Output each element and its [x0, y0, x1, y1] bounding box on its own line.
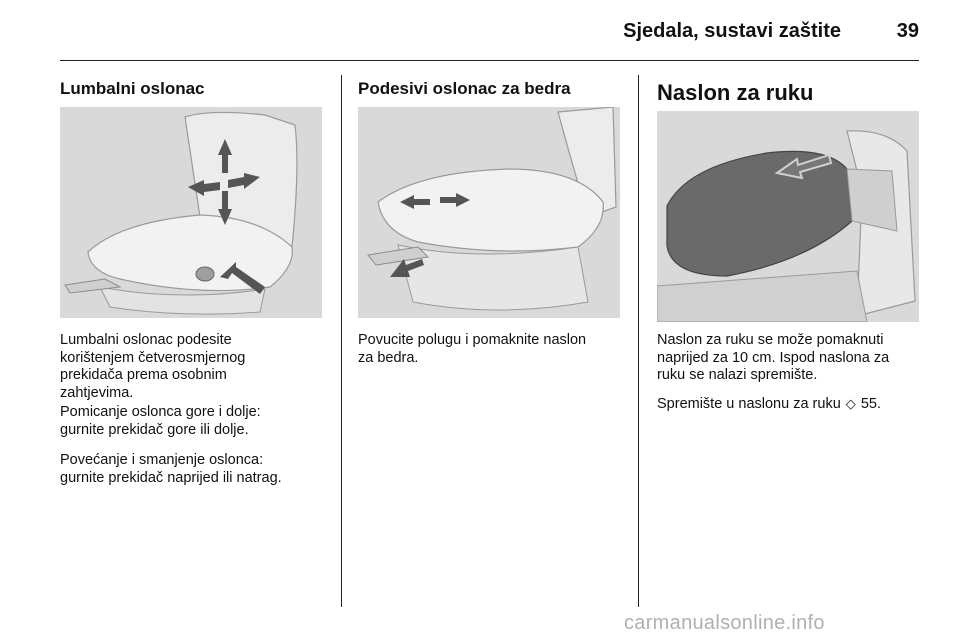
section-heading: Naslon za ruku	[657, 80, 814, 105]
seat-lumbar-drawing	[60, 107, 322, 318]
page-reference-icon: ◇	[845, 396, 856, 411]
watermark: carmanualsonline.info	[624, 612, 825, 634]
section-heading: Lumbalni oslonac	[60, 79, 205, 98]
paragraph: Povucite polugu i pomaknite naslon za bedra.	[358, 332, 587, 366]
page-header	[60, 0, 919, 61]
paragraph: Pomicanje oslonca gore i dolje: gurnite prekidač gore ili dolje.	[60, 404, 261, 438]
column-divider-1	[341, 75, 342, 607]
column-divider-2	[638, 75, 639, 607]
armrest-illustration	[657, 111, 919, 322]
lumbar-seat-illustration	[60, 107, 322, 318]
xref-text: Spremište u naslonu za ruku	[657, 396, 841, 412]
armrest-drawing	[657, 111, 919, 322]
xref-page: 55.	[860, 396, 881, 412]
paragraph: Lumbalni oslonac podesite korištenjem četverosmjernog prekidača prema osobnim zahtjevima.	[60, 332, 246, 401]
header-title: Sjedala, sustavi zaštite	[623, 20, 841, 42]
seat-thigh-drawing	[358, 107, 620, 318]
page-number: 39	[896, 20, 919, 42]
paragraph: Povećanje i smanjenje oslonca: gurnite prekidač naprijed ili natrag.	[60, 452, 282, 486]
thigh-support-illustration	[358, 107, 620, 318]
cross-reference[interactable]	[657, 395, 927, 414]
paragraph: Naslon za ruku se može pomaknuti naprijed za 10 cm. Ispod naslona za ruku se nalazi spremište.	[657, 332, 890, 383]
section-heading: Podesivi oslonac za bedra	[358, 79, 571, 98]
